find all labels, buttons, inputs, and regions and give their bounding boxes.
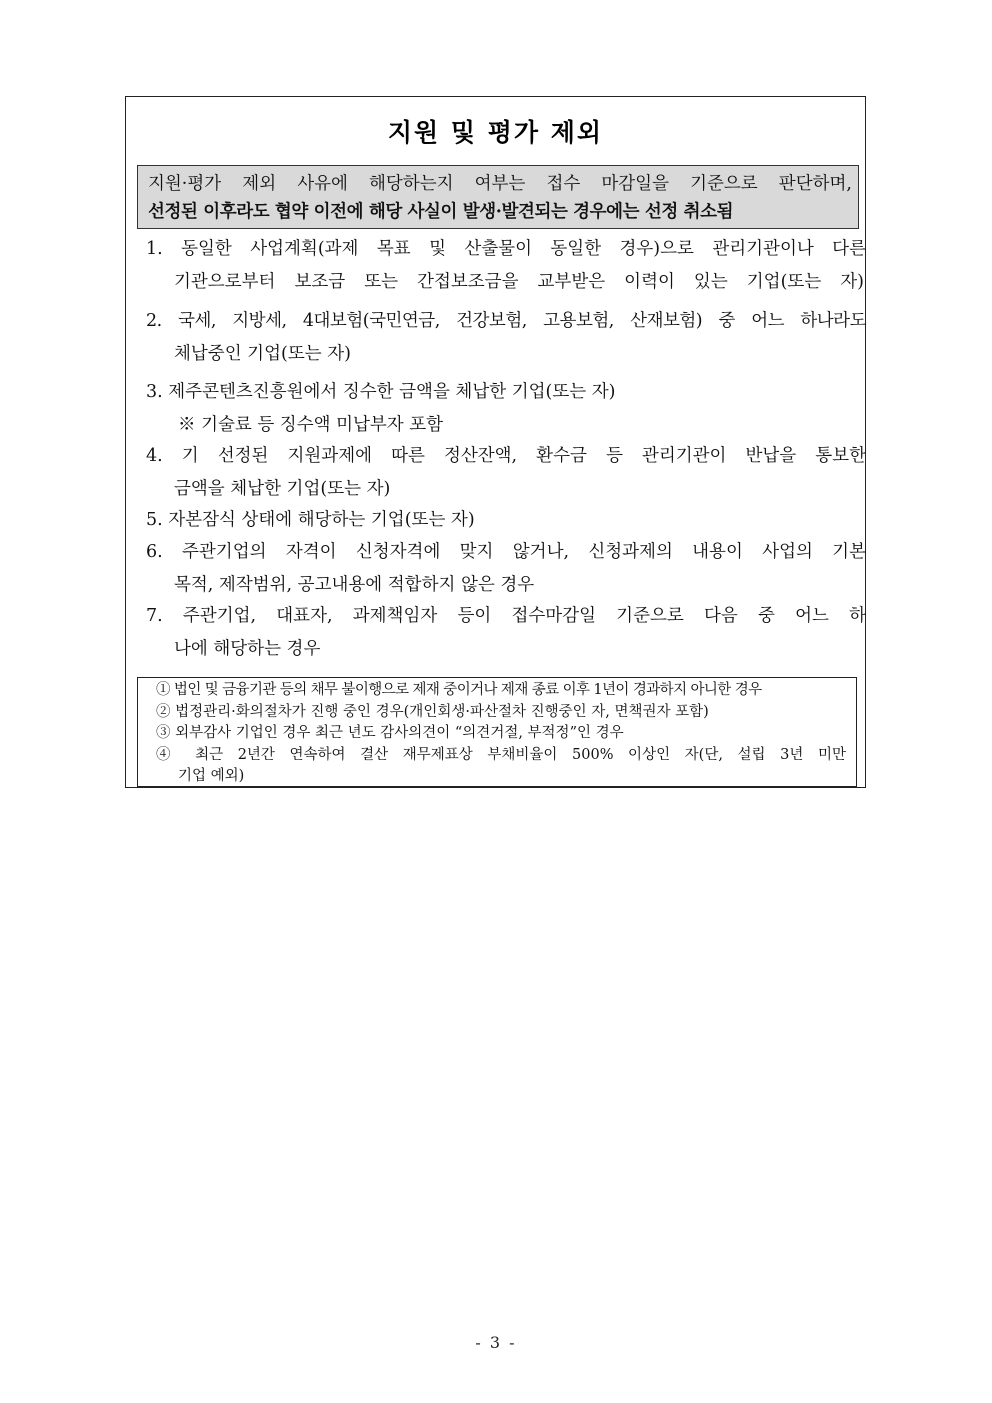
sub-criteria-item-2: ② 법정관리·화의절차가 진행 중인 경우(개인회생·파산절차 진행중인 자, 면책권자 포함) <box>156 703 709 720</box>
criteria-item-1 <box>146 233 866 299</box>
criteria-item-text: 3. 제주콘텐츠진흥원에서 징수한 금액을 체납한 기업(또는 자) <box>146 382 616 402</box>
criteria-item-continuation: 나에 해당하는 경우 <box>174 639 321 659</box>
sub-criteria-item-4-continuation: 기업 예외) <box>178 768 245 784</box>
sub-criteria-item-1: ① 법인 및 금융기관 등의 채무 불이행으로 제재 중이거나 제재 종료 이후 1년이 경과하지 아니한 경우 <box>156 682 762 698</box>
criteria-item-continuation: 목적, 제작범위, 공고내용에 적합하지 않은 경우 <box>174 575 535 595</box>
notice-box <box>137 165 859 229</box>
notice-line-2: 선정된 이후라도 협약 이전에 해당 사실이 발생·발견되는 경우에는 선정 취소됨 <box>148 202 734 222</box>
criteria-item-3 <box>146 376 866 442</box>
exclusion-criteria-box <box>125 96 866 788</box>
criteria-item-text: 2. 국세, 지방세, 4대보험(국민연금, 건강보험, 고용보험, 산재보험) 중 어느 하나라도 <box>146 311 866 331</box>
criteria-item-4 <box>146 440 866 506</box>
criteria-item-text: 4. 기 선정된 지원과제에 따른 정산잔액, 환수금 등 관리기관이 반납을 통보한 <box>146 446 866 466</box>
criteria-item-text: 7. 주관기업, 대표자, 과제책임자 등이 접수마감일 기준으로 다음 중 어느 하 <box>146 606 866 626</box>
criteria-item-note: ※ 기술료 등 징수액 미납부자 포함 <box>178 415 444 435</box>
sub-criteria-box <box>137 677 857 787</box>
criteria-item-7 <box>146 600 866 666</box>
criteria-item-5 <box>146 504 866 537</box>
section-title: 지원 및 평가 제외 <box>387 118 604 147</box>
page-number: - 3 - <box>475 1333 517 1352</box>
sub-criteria-item-4: ④ 최근 2년간 연속하여 결산 재무제표상 부채비율이 500% 이상인 자(단, 설립 3년 미만 <box>156 746 846 763</box>
criteria-item-continuation: 금액을 체납한 기업(또는 자) <box>174 479 391 499</box>
criteria-item-text: 5. 자본잠식 상태에 해당하는 기업(또는 자) <box>146 510 475 530</box>
criteria-item-text: 6. 주관기업의 자격이 신청자격에 맞지 않거나, 신청과제의 내용이 사업의 기본 <box>146 542 866 562</box>
criteria-item-continuation: 기관으로부터 보조금 또는 간접보조금을 교부받은 이력이 있는 기업(또는 자) <box>174 272 864 292</box>
notice-line-1: 지원·평가 제외 사유에 해당하는지 여부는 접수 마감일을 기준으로 판단하며, <box>148 174 852 194</box>
sub-criteria-item-3: ③ 외부감사 기업인 경우 최근 년도 감사의견이 “의견거절, 부적정”인 경우 <box>156 725 624 741</box>
criteria-item-continuation: 체납중인 기업(또는 자) <box>174 344 351 364</box>
criteria-item-6 <box>146 536 866 602</box>
criteria-item-text: 1. 동일한 사업계획(과제 목표 및 산출물이 동일한 경우)으로 관리기관이나 다른 <box>146 239 866 259</box>
criteria-item-2 <box>146 305 866 371</box>
